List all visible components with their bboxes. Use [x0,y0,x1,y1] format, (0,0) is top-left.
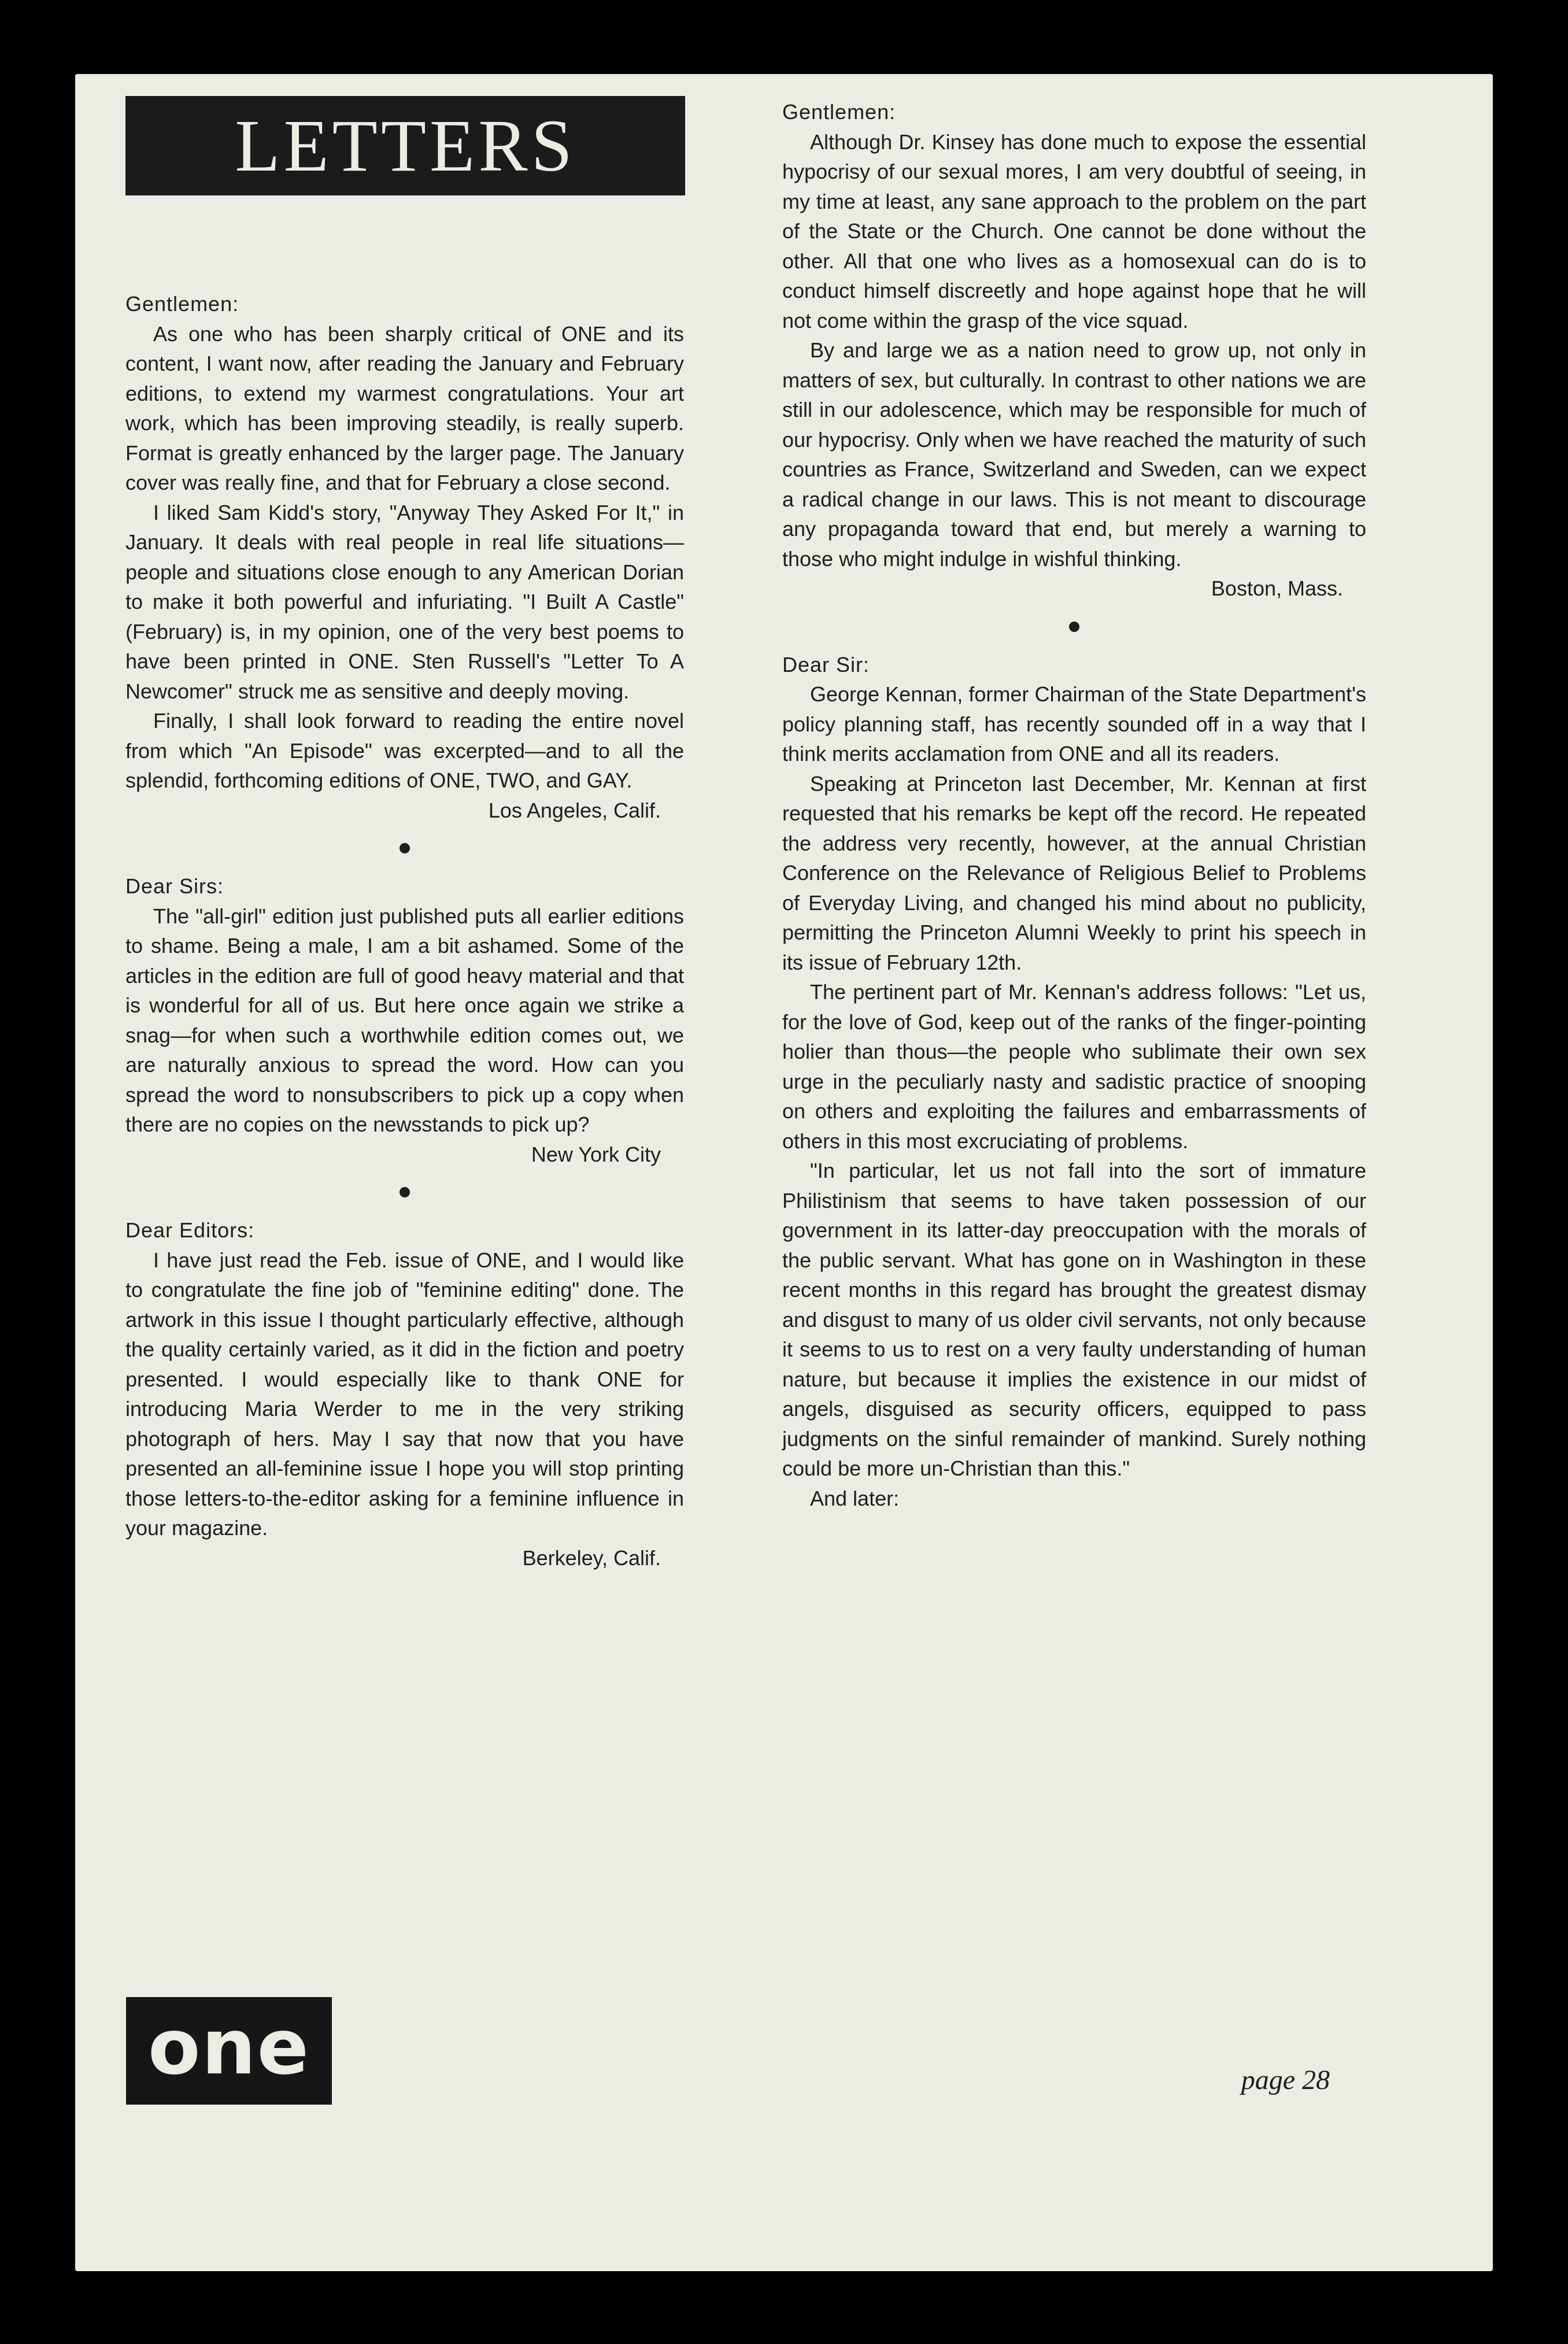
letter-paragraph: The pertinent part of Mr. Kennan's address follows: "Let us, for the love of God, keep out of the ranks of the finger-pointing holier than thous—the people who sublimate their own sex urge in the peculiarly nasty and sadistic practice of snooping on others and exploiting the failures and embarrassments of others in this most excruciating of problems. [782,980,1366,1153]
section-title: LETTERS [235,105,576,187]
letter-paragraph: Finally, I shall look forward to reading the entire novel from which "An Episode" was excerpted—and to all the splendid, forthcoming editions of ONE, TWO, and GAY. [125,709,684,792]
letter-signature: Berkeley, Calif. [522,1546,661,1570]
letter-signature: Boston, Mass. [1211,576,1343,600]
letter-signature: New York City [531,1142,661,1166]
left-column [125,289,684,1573]
letter-salutation: Dear Editors: [125,1218,255,1242]
separator-bullet [125,1169,684,1215]
letter-paragraph: I liked Sam Kidd's story, "Anyway They Asked For It," in January. It deals with real people in real life situations—people and situations close enough to any American Dorian to make it both powerful and infuriating. "I Built A Castle" (February) is, in my opinion, one of the very best poems to have been printed in ONE. Sten Russell's "Letter To A Newcomer" struck me as sensitive and deeply moving. [125,500,684,703]
letter-paragraph: "In particular, let us not fall into the sort of immature Philistinism that seems to have taken possession of our government in its latter-day preoccupation with the morals of the public servant. What has gone on in Washington in these recent months in this regard has brought the greatest dismay and disgust to many of us older civil servants, not only because it seems to us to rest on a very faulty understanding of human nature, but because it implies the existence in our midst of angels, disguised as security officers, equipped to pass judgments on the sinful remainder of mankind. Surely nothing could be more un-Christian than this." [782,1159,1366,1480]
letters-banner [125,96,685,195]
separator-bullet [125,825,684,871]
letter-paragraph: Speaking at Princeton last December, Mr. Kennan at first requested that his remarks be kept off the record. He repeated the address very recently, however, at the annual Christian Conference on the Relevance of Religious Belief to Problems of Everyday Living, and changed his mind about no publicity, permitting the Princeton Alumni Weekly to print his speech in its issue of February 12th. [782,771,1366,974]
logo-text: one [147,2003,310,2092]
right-column [782,97,1366,1513]
letter-paragraph: I have just read the Feb. issue of ONE, and I would like to congratulate the fine job of "feminine editing" done. The artwork in this issue I thought particularly effective, although the quality certainly varied, as it did in the fiction and poetry presented. I would especially like to thank ONE for introducing Maria Werder to me in the very striking photograph of hers. May I say that now that you have presented an all-feminine issue I hope you will stop printing those letters-to-the-editor asking for a feminine influence in your magazine. [125,1248,684,1540]
letter [125,289,684,825]
letter-paragraph: George Kennan, former Chairman of the State Department's policy planning staff, has recently sounded off in a way that I think merits acclamation from ONE and all its readers. [782,682,1366,766]
letter-salutation: Gentlemen: [782,100,896,124]
letter-paragraph: The "all-girl" edition just published puts all earlier editions to shame. Being a male, I am a bit ashamed. Some of the articles in the edition are full of good heavy material and that is wonderful for all of us. But here once again we strike a snag—for when such a worthwhile edition comes out, we are naturally anxious to spread the word. How can you spread the word to nonsubscribers to pick up a copy when there are no copies on the newsstands to pick up? [125,904,684,1136]
separator-bullet [782,604,1366,650]
letter-signature: Los Angeles, Calif. [488,798,661,822]
letter-paragraph: As one who has been sharply critical of ONE and its content, I want now, after reading the January and February editions, to extend my warmest congratulations. Your art work, which has been improving steadily, is really superb. Format is greatly enhanced by the larger page. The January cover was really fine, and that for February a close second. [125,321,684,494]
one-magazine-logo [126,1997,332,2105]
letter-paragraph: And later: [810,1486,900,1510]
letter-salutation: Dear Sirs: [125,874,224,898]
letter-paragraph: By and large we as a nation need to grow up, not only in matters of sex, but culturally. In contrast to other nations we are still in our adolescence, which may be responsible for much of our hypocrisy. Only when we have reached the maturity of such countries as France, Switzerland and Sweden, can we expect a radical change in our laws. This is not meant to discourage any propaganda toward that end, but merely a warning to those who might indulge in wishful thinking. [782,338,1366,571]
letter-salutation: Dear Sir: [782,652,870,676]
letter-salutation: Gentlemen: [125,292,239,316]
letter [125,871,684,1169]
letter-paragraph: Although Dr. Kinsey has done much to expose the essential hypocrisy of our sexual mores, I am very doubtful of seeing, in my time at least, any sane approach to the problem on the part of the State or the Church. One cannot be done without the other. All that one who lives as a homosexual can do is to conduct himself discreetly and hope against hope that he will not come within the grasp of the vice squad. [782,130,1366,332]
letter [782,650,1366,1514]
letter [125,1215,684,1573]
letter [782,97,1366,604]
page-number: page 28 [1241,2065,1330,2095]
